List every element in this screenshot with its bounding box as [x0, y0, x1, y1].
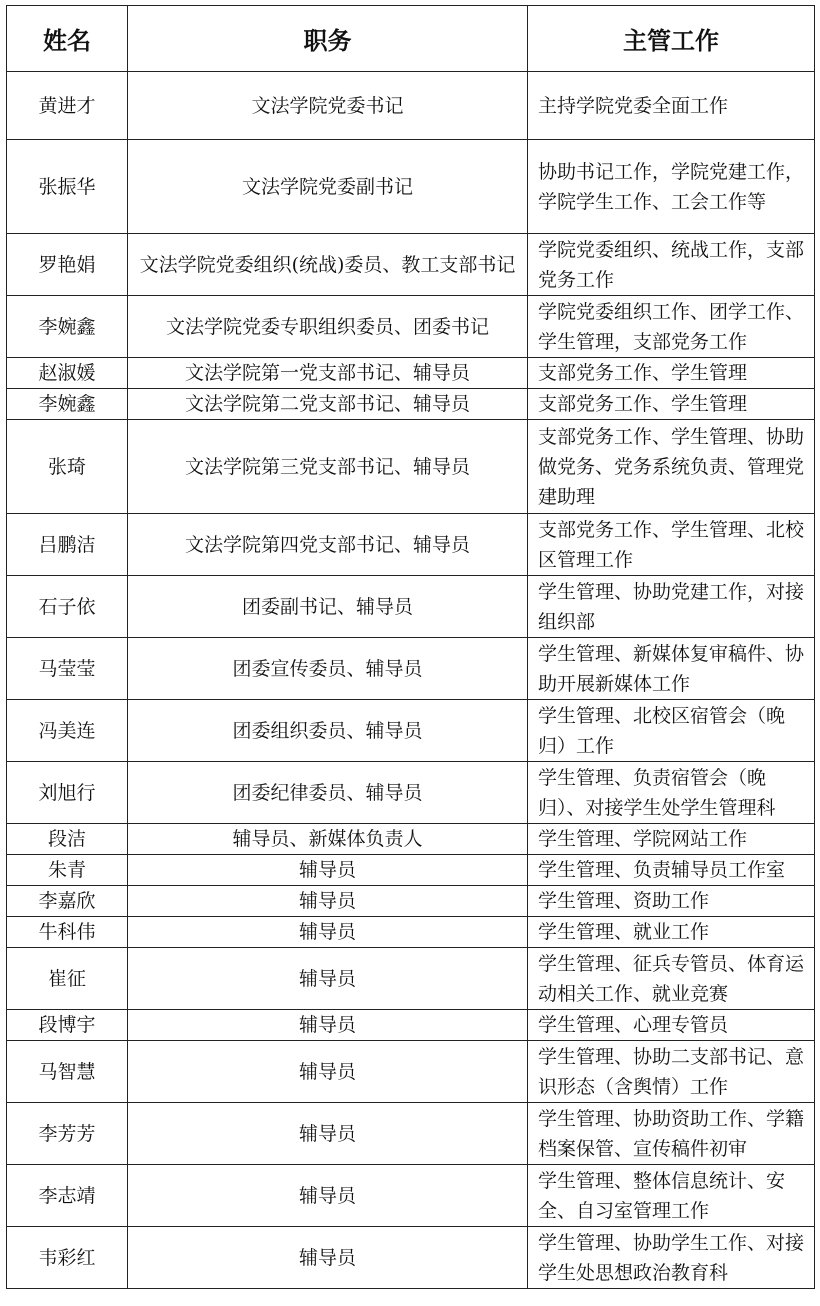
table-body [7, 72, 815, 1289]
work-cell: 学生管理、负责辅导员工作室 [528, 855, 815, 886]
duty-cell: 文法学院党委组织(统战)委员、教工支部书记 [128, 234, 528, 296]
duty-cell: 辅导员 [128, 1227, 528, 1289]
duty-cell: 团委宣传委员、辅导员 [128, 638, 528, 700]
duty-cell: 文法学院第四党支部书记、辅导员 [128, 514, 528, 576]
duty-cell: 团委副书记、辅导员 [128, 576, 528, 638]
table-row [7, 234, 815, 296]
work-cell: 学生管理、协助学生工作、对接学生处思想政治教育科 [528, 1227, 815, 1289]
name-cell: 李芳芳 [7, 1103, 128, 1165]
duty-cell: 文法学院第二党支部书记、辅导员 [128, 389, 528, 420]
work-cell: 支部党务工作、学生管理、协助做党务、党务系统负责、管理党建助理 [528, 420, 815, 514]
duty-cell: 辅导员 [128, 886, 528, 917]
table-row [7, 886, 815, 917]
duty-cell: 团委纪律委员、辅导员 [128, 762, 528, 824]
name-cell: 李婉鑫 [7, 389, 128, 420]
table-row [7, 358, 815, 389]
header-row [7, 6, 815, 72]
table-row [7, 638, 815, 700]
name-cell: 赵淑媛 [7, 358, 128, 389]
table-row [7, 1041, 815, 1103]
duty-cell: 团委组织委员、辅导员 [128, 700, 528, 762]
duty-cell: 辅导员 [128, 1041, 528, 1103]
duty-cell: 辅导员 [128, 1103, 528, 1165]
work-cell: 支部党务工作、学生管理 [528, 358, 815, 389]
table-row [7, 824, 815, 855]
header-duty: 职务 [128, 6, 528, 72]
duty-cell: 文法学院党委书记 [128, 72, 528, 140]
work-cell: 学生管理、新媒体复审稿件、协助开展新媒体工作 [528, 638, 815, 700]
table-row [7, 514, 815, 576]
work-cell: 学生管理、协助资助工作、学籍档案保管、宣传稿件初审 [528, 1103, 815, 1165]
table-row [7, 389, 815, 420]
work-cell: 学生管理、协助党建工作，对接组织部 [528, 576, 815, 638]
work-cell: 支部党务工作、学生管理、北校区管理工作 [528, 514, 815, 576]
duty-cell: 辅导员 [128, 917, 528, 948]
table-row [7, 576, 815, 638]
work-cell: 支部党务工作、学生管理 [528, 389, 815, 420]
duty-cell: 辅导员 [128, 1010, 528, 1041]
work-cell: 学院党委组织、统战工作，支部党务工作 [528, 234, 815, 296]
work-cell: 学生管理、征兵专管员、体育运动相关工作、就业竞赛 [528, 948, 815, 1010]
name-cell: 冯美连 [7, 700, 128, 762]
work-cell: 主持学院党委全面工作 [528, 72, 815, 140]
name-cell: 黄进才 [7, 72, 128, 140]
duty-cell: 文法学院党委专职组织委员、团委书记 [128, 296, 528, 358]
work-cell: 学生管理、整体信息统计、安全、自习室管理工作 [528, 1165, 815, 1227]
header-name: 姓名 [7, 6, 128, 72]
name-cell: 刘旭行 [7, 762, 128, 824]
table-row [7, 1227, 815, 1289]
name-cell: 段博宇 [7, 1010, 128, 1041]
name-cell: 罗艳娟 [7, 234, 128, 296]
table-header [7, 6, 815, 72]
name-cell: 李嘉欣 [7, 886, 128, 917]
work-cell: 学生管理、心理专管员 [528, 1010, 815, 1041]
table-row [7, 1010, 815, 1041]
duty-cell: 文法学院党委副书记 [128, 140, 528, 234]
work-cell: 学生管理、学院网站工作 [528, 824, 815, 855]
work-cell: 学生管理、协助二支部书记、意识形态（含舆情）工作 [528, 1041, 815, 1103]
work-cell: 学生管理、北校区宿管会（晚归）工作 [528, 700, 815, 762]
table-row [7, 948, 815, 1010]
name-cell: 张振华 [7, 140, 128, 234]
name-cell: 马莹莹 [7, 638, 128, 700]
name-cell: 李志靖 [7, 1165, 128, 1227]
name-cell: 李婉鑫 [7, 296, 128, 358]
duty-cell: 辅导员 [128, 1165, 528, 1227]
table-row [7, 855, 815, 886]
name-cell: 韦彩红 [7, 1227, 128, 1289]
work-cell: 学生管理、负责宿管会（晚归）、对接学生处学生管理科 [528, 762, 815, 824]
table-row [7, 140, 815, 234]
table-row [7, 296, 815, 358]
table-row [7, 72, 815, 140]
table-row [7, 700, 815, 762]
table-row [7, 420, 815, 514]
name-cell: 石子依 [7, 576, 128, 638]
duty-cell: 辅导员 [128, 855, 528, 886]
name-cell: 崔征 [7, 948, 128, 1010]
work-cell: 学院党委组织工作、团学工作、学生管理，支部党务工作 [528, 296, 815, 358]
table-row [7, 1103, 815, 1165]
work-cell: 学生管理、资助工作 [528, 886, 815, 917]
duty-cell: 文法学院第一党支部书记、辅导员 [128, 358, 528, 389]
table-row [7, 1165, 815, 1227]
duty-cell: 辅导员、新媒体负责人 [128, 824, 528, 855]
name-cell: 张琦 [7, 420, 128, 514]
table-row [7, 917, 815, 948]
name-cell: 吕鹏洁 [7, 514, 128, 576]
work-cell: 学生管理、就业工作 [528, 917, 815, 948]
duty-cell: 文法学院第三党支部书记、辅导员 [128, 420, 528, 514]
name-cell: 马智慧 [7, 1041, 128, 1103]
work-cell: 协助书记工作，学院党建工作，学院学生工作、工会工作等 [528, 140, 815, 234]
duty-cell: 辅导员 [128, 948, 528, 1010]
name-cell: 朱青 [7, 855, 128, 886]
header-work: 主管工作 [528, 6, 815, 72]
table-row [7, 762, 815, 824]
name-cell: 段洁 [7, 824, 128, 855]
staff-duty-table [6, 5, 815, 1289]
name-cell: 牛科伟 [7, 917, 128, 948]
